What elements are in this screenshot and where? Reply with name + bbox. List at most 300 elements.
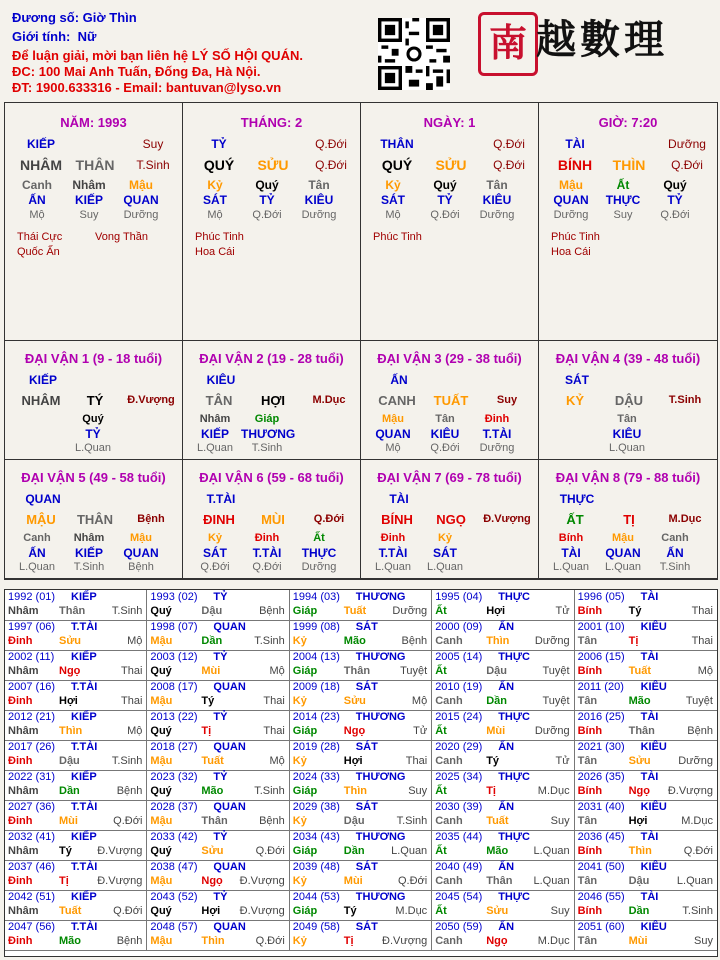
year-label: 2003 (12) xyxy=(150,651,198,663)
year-phase: Bệnh xyxy=(116,785,143,797)
year-god: SÁT xyxy=(355,801,378,813)
dai-van-hidden-phase: T.Sinh xyxy=(659,561,691,573)
dai-van-hidden-stem: Kỷ xyxy=(207,532,223,544)
year-label: 2029 (38) xyxy=(292,801,340,813)
dai-van-hidden-stem: Tân xyxy=(435,413,455,425)
year-can: Bính xyxy=(577,665,603,677)
year-phase: T.Sinh xyxy=(111,605,143,617)
dai-van-phase: Đ.Vượng xyxy=(483,513,531,525)
logo-text: 越數理 xyxy=(536,16,668,63)
year-chi: Tý xyxy=(343,905,357,917)
year-chi: Hợi xyxy=(201,905,221,917)
dai-van-hidden-stem: Bính xyxy=(558,532,584,544)
year-god: T.TÀI xyxy=(71,741,98,753)
pillar-hidden-phase: Suy xyxy=(79,209,99,221)
year-god: QUAN xyxy=(213,921,246,933)
year-phase: L.Quan xyxy=(391,845,428,857)
pillar-star: Hoa Cái xyxy=(195,246,235,258)
dai-van-hidden-phase: Q.Đới xyxy=(200,561,230,573)
year-can: Đinh xyxy=(8,935,33,947)
dai-van-phase: T.Sinh xyxy=(668,394,702,406)
dai-van-hidden-god: THƯƠNG xyxy=(241,427,296,441)
year-god: TÀI xyxy=(640,831,659,843)
year-cell xyxy=(575,830,717,861)
year-phase: Q.Đới xyxy=(113,905,143,917)
pillar-chi-phase: Q.Đới xyxy=(315,158,347,172)
year-cell xyxy=(147,860,289,891)
dai-van-hidden-stem: Mậu xyxy=(130,532,152,544)
year-god: KIẾP xyxy=(71,831,97,843)
year-label: 2033 (42) xyxy=(150,831,198,843)
year-chi: Dậu xyxy=(343,815,365,827)
year-phase: Thai xyxy=(691,605,713,617)
year-phase: Dưỡng xyxy=(678,755,713,767)
year-label: 1995 (04) xyxy=(435,591,483,603)
year-can: Đinh xyxy=(8,875,33,887)
year-label: 2000 (09) xyxy=(435,621,483,633)
year-phase: Thai xyxy=(691,635,713,647)
year-cell xyxy=(147,620,289,651)
dai-van-hidden-god: THỰC xyxy=(301,546,337,560)
year-chi: Mùi xyxy=(201,665,221,677)
year-label: 2031 (40) xyxy=(577,801,625,813)
year-can: Ất xyxy=(435,785,447,797)
year-can: Kỷ xyxy=(292,755,307,767)
dai-van-can: MẬU xyxy=(26,512,56,527)
year-chi: Tuất xyxy=(201,755,224,767)
dai-van-1 xyxy=(5,341,183,460)
year-chi: Dần xyxy=(59,785,80,797)
year-chi: Tuất xyxy=(343,605,367,617)
year-god: SÁT xyxy=(355,621,378,633)
year-label: 1999 (08) xyxy=(292,621,340,633)
pillar-hidden-phase: Mộ xyxy=(29,209,45,221)
year-can: Nhâm xyxy=(8,785,39,797)
year-cell xyxy=(432,680,574,711)
dai-van-chi: THÂN xyxy=(76,512,114,527)
year-label: 2047 (56) xyxy=(8,921,56,933)
year-phase: Bệnh xyxy=(259,605,285,617)
dai-van-hidden-phase: Mộ xyxy=(385,442,401,454)
dai-van-hidden-phase: L.Quan xyxy=(604,561,642,573)
year-chi: Tị xyxy=(343,935,354,947)
year-can: Ất xyxy=(435,605,447,617)
year-phase: Đ.Vượng xyxy=(239,875,285,887)
pillar-hidden-god: SÁT xyxy=(203,193,227,207)
dai-van-phase: Q.Đới xyxy=(313,513,345,525)
year-cell xyxy=(290,590,432,621)
pillar-god: KIẾP xyxy=(26,137,55,151)
year-chi: Ngọ xyxy=(59,665,81,677)
year-can: Quý xyxy=(150,665,172,677)
pillar-1 xyxy=(183,103,361,341)
year-can: Canh xyxy=(435,815,463,827)
year-god: THƯƠNG xyxy=(355,771,406,783)
year-god: THƯƠNG xyxy=(355,651,406,663)
year-phase: Đ.Vượng xyxy=(382,935,428,947)
year-phase: T.Sinh xyxy=(682,905,713,917)
year-god: SÁT xyxy=(355,681,378,693)
year-can: Canh xyxy=(435,755,463,767)
year-label: 2022 (31) xyxy=(8,771,56,783)
year-phase: M.Dục xyxy=(681,815,713,827)
pillar-phase: Suy xyxy=(142,137,164,151)
dai-van-can: ĐINH xyxy=(203,512,235,527)
year-chi: Mão xyxy=(628,695,651,707)
year-chi: Dần xyxy=(201,635,223,647)
year-chi: Dậu xyxy=(59,755,80,767)
year-phase: T.Sinh xyxy=(254,785,285,797)
year-god: T.TÀI xyxy=(71,921,98,933)
year-can: Canh xyxy=(435,635,463,647)
year-can: Tân xyxy=(577,755,598,767)
year-can: Bính xyxy=(577,905,603,917)
dai-van-title: ĐẠI VẬN 2 (19 - 28 tuổi) xyxy=(199,351,344,366)
year-god: TÀI xyxy=(640,591,659,603)
year-god: THƯƠNG xyxy=(355,891,406,903)
pillar-star: Phúc Tinh xyxy=(551,231,600,243)
year-can: Bính xyxy=(577,725,603,737)
year-cell xyxy=(5,740,147,771)
dai-van-title: ĐẠI VẬN 8 (79 - 88 tuổi) xyxy=(555,470,701,485)
year-phase: Bệnh xyxy=(401,635,428,647)
dai-van-god: QUAN xyxy=(25,492,61,506)
year-chi: Thân xyxy=(343,665,371,677)
year-label: 2051 (60) xyxy=(577,921,625,933)
year-can: Nhâm xyxy=(8,605,39,617)
year-god: SÁT xyxy=(355,741,378,753)
dai-van-chi: TÝ xyxy=(86,393,104,408)
pillar-hidden-stem: Mậu xyxy=(559,178,583,192)
year-god: T.TÀI xyxy=(71,801,98,813)
year-can: Ất xyxy=(435,665,447,677)
pillar-title: THÁNG: 2 xyxy=(240,115,303,130)
pillar-hidden-phase: Dưỡng xyxy=(123,209,159,221)
year-phase: Bệnh xyxy=(116,935,143,947)
year-phase: Tuyệt xyxy=(400,665,428,677)
year-cell xyxy=(290,620,432,651)
year-can: Kỷ xyxy=(292,815,307,827)
year-label: 2036 (45) xyxy=(577,831,625,843)
year-phase: Tử xyxy=(555,605,570,617)
year-god: TỶ xyxy=(213,771,228,783)
year-label: 2050 (59) xyxy=(435,921,483,933)
year-label: 2032 (41) xyxy=(8,831,56,843)
year-label: 2043 (52) xyxy=(150,891,198,903)
year-phase: Suy xyxy=(550,905,570,917)
year-can: Ất xyxy=(435,845,447,857)
year-phase: M.Dục xyxy=(537,935,570,947)
year-cell xyxy=(290,830,432,861)
pillar-can: BÍNH xyxy=(557,157,593,173)
year-label: 2026 (35) xyxy=(577,771,625,783)
pillar-hidden-god: ẤN xyxy=(28,193,46,207)
dai-van-hidden-god: ẤN xyxy=(28,546,46,560)
year-phase: Tử xyxy=(413,725,428,737)
year-label: 2048 (57) xyxy=(150,921,198,933)
year-god: THƯƠNG xyxy=(355,831,406,843)
year-chi: Hợi xyxy=(343,755,363,767)
dai-van-hidden-stem: Canh xyxy=(23,532,51,544)
dai-van-hidden-stem: Đinh xyxy=(254,532,280,544)
year-cell xyxy=(575,740,717,771)
year-label: 2012 (21) xyxy=(8,711,56,723)
pillar-god: THÂN xyxy=(380,137,414,151)
dai-van-hidden-god: TÀI xyxy=(561,546,581,560)
pillar-hidden-stem: Nhâm xyxy=(72,178,106,192)
dai-van-hidden-god: KIẾP xyxy=(74,546,103,560)
year-cell xyxy=(5,770,147,801)
year-cell xyxy=(147,800,289,831)
year-phase: Dưỡng xyxy=(392,605,428,617)
year-chi: Mão xyxy=(201,785,224,797)
year-phase: Thai xyxy=(120,665,143,677)
dai-van-hidden-god: T.TÀI xyxy=(378,546,408,560)
year-cell xyxy=(432,800,574,831)
year-god: SÁT xyxy=(355,861,378,873)
year-god: T.TÀI xyxy=(71,621,98,633)
year-phase: Suy xyxy=(550,815,570,827)
year-chi: Thìn xyxy=(343,785,368,797)
dai-van-title: ĐẠI VẬN 7 (69 - 78 tuổi) xyxy=(377,470,522,485)
year-chi: Tý xyxy=(201,695,215,707)
pillar-chi-phase: Q.Đới xyxy=(671,158,703,172)
dai-van-god: TÀI xyxy=(389,492,409,506)
dai-van-title: ĐẠI VẬN 3 (29 - 38 tuổi) xyxy=(377,351,522,366)
pillar-hidden-phase: Suy xyxy=(613,209,633,221)
year-cell xyxy=(575,890,717,921)
year-cell xyxy=(575,590,717,621)
dai-van-hidden-god: T.TÀI xyxy=(482,427,512,441)
pillar-hidden-god: KIẾP xyxy=(74,193,103,207)
dai-van-hidden-stem: Đinh xyxy=(484,413,510,425)
year-can: Tân xyxy=(577,875,598,887)
pillar-hidden-stem: Quý xyxy=(433,178,457,192)
year-chi: Thân xyxy=(486,875,513,887)
year-can: Giáp xyxy=(292,785,318,797)
year-god: KIÊU xyxy=(640,621,667,633)
pillar-hidden-stem: Quý xyxy=(255,178,279,192)
phone-email-line[interactable]: ĐT: 1900.633316 - Email: bantuvan@lyso.vn xyxy=(12,80,282,95)
year-god: TÀI xyxy=(640,771,659,783)
year-can: Giáp xyxy=(292,665,318,677)
year-label: 2025 (34) xyxy=(435,771,483,783)
year-chi: Hợi xyxy=(59,695,78,707)
year-phase: Mộ xyxy=(127,635,143,647)
dai-van-hidden-stem: Tân xyxy=(617,413,637,425)
year-label: 2019 (28) xyxy=(292,741,340,753)
dai-van-phase: Bệnh xyxy=(137,513,165,525)
duong-so-line: Đương số: Giờ Thìn xyxy=(12,10,137,25)
year-cell xyxy=(147,650,289,681)
year-label: 2020 (29) xyxy=(435,741,483,753)
year-chi: Dậu xyxy=(628,875,650,887)
year-chi: Dần xyxy=(486,695,507,707)
dai-van-hidden-phase: L.Quan xyxy=(74,442,112,454)
dai-van-hidden-god: TỶ xyxy=(85,427,101,441)
pillar-hidden-stem: Tân xyxy=(486,178,508,192)
year-label: 2024 (33) xyxy=(292,771,340,783)
pillar-hidden-stem: Canh xyxy=(22,178,52,192)
pillar-can: QUÝ xyxy=(381,157,413,173)
year-cell xyxy=(5,860,147,891)
year-god: KIẾP xyxy=(71,591,97,603)
year-cell xyxy=(432,710,574,741)
year-can: Mậu xyxy=(150,755,173,767)
pillar-hidden-phase: Dưỡng xyxy=(553,209,589,221)
qr-code-icon[interactable] xyxy=(378,18,450,90)
year-cell xyxy=(575,650,717,681)
year-cell xyxy=(147,770,289,801)
year-can: Quý xyxy=(150,845,172,857)
year-cell xyxy=(5,890,147,921)
year-chi: Hợi xyxy=(486,605,506,617)
year-can: Quý xyxy=(150,605,172,617)
year-cell xyxy=(575,710,717,741)
year-phase: Q.Đới xyxy=(397,875,428,887)
dai-van-hidden-stem: Nhâm xyxy=(199,413,231,425)
dai-van-phase: M.Dục xyxy=(668,513,702,525)
year-god: THỰC xyxy=(498,711,530,723)
year-phase: Dưỡng xyxy=(534,635,570,647)
year-god: THỰC xyxy=(498,771,530,783)
pillar-hidden-stem: Quý xyxy=(663,178,687,192)
year-cell xyxy=(290,680,432,711)
year-phase: Mộ xyxy=(411,695,428,707)
year-god: TỶ xyxy=(213,711,228,723)
year-label: 2018 (27) xyxy=(150,741,198,753)
pillar-star: Quốc Ấn xyxy=(17,246,60,258)
dai-van-phase: M.Dục xyxy=(312,394,346,406)
year-can: Mậu xyxy=(150,815,173,827)
year-label: 2008 (17) xyxy=(150,681,198,693)
dai-van-5 xyxy=(5,460,183,579)
dai-van-hidden-phase: Dưỡng xyxy=(479,442,515,454)
dai-van-hidden-god: KIẾP xyxy=(200,427,229,441)
year-cell xyxy=(432,740,574,771)
year-can: Đinh xyxy=(8,635,33,647)
dai-van-hidden-god: QUAN xyxy=(375,427,411,441)
dai-van-hidden-phase: L.Quan xyxy=(374,561,412,573)
year-cell xyxy=(5,620,147,651)
dai-van-title: ĐẠI VẬN 1 (9 - 18 tuổi) xyxy=(24,351,163,366)
year-can: Đinh xyxy=(8,695,33,707)
year-label: 2038 (47) xyxy=(150,861,198,873)
year-chi: Thìn xyxy=(486,635,510,647)
pillar-phase: Q.Đới xyxy=(315,137,347,151)
dai-van-hidden-phase: T.Sinh xyxy=(73,561,105,573)
year-god: QUAN xyxy=(213,861,246,873)
year-cell xyxy=(432,860,574,891)
year-label: 2027 (36) xyxy=(8,801,56,813)
year-chi: Mùi xyxy=(628,935,648,947)
year-cell xyxy=(432,890,574,921)
year-cell xyxy=(290,890,432,921)
pillar-star: Vong Thần xyxy=(95,231,149,243)
year-cell xyxy=(5,680,147,711)
year-phase: Đ.Vượng xyxy=(239,905,285,917)
year-chi: Sửu xyxy=(59,635,82,647)
year-cell xyxy=(290,710,432,741)
year-cell xyxy=(290,650,432,681)
dai-van-hidden-stem: Ất xyxy=(313,532,325,544)
year-god: ẤN xyxy=(498,861,515,873)
year-can: Canh xyxy=(435,695,463,707)
year-god: KIÊU xyxy=(640,861,667,873)
year-phase: Đ.Vượng xyxy=(97,875,143,887)
year-label: 2037 (46) xyxy=(8,861,56,873)
dai-van-6 xyxy=(183,460,361,579)
year-god: ẤN xyxy=(498,801,515,813)
year-chi: Dậu xyxy=(486,665,507,677)
year-phase: Q.Đới xyxy=(255,935,285,947)
year-chi: Mùi xyxy=(59,815,78,827)
year-god: T.TÀI xyxy=(71,681,98,693)
year-god: QUAN xyxy=(213,681,246,693)
year-can: Tân xyxy=(577,935,598,947)
year-chi: Sửu xyxy=(486,905,509,917)
year-phase: Mộ xyxy=(697,665,713,677)
pillar-chi: SỬU xyxy=(435,157,467,173)
year-can: Kỷ xyxy=(292,635,307,647)
year-label: 2010 (19) xyxy=(435,681,483,693)
pillars-chart xyxy=(4,102,718,580)
year-label: 2009 (18) xyxy=(292,681,340,693)
year-chi: Mão xyxy=(343,635,366,647)
year-phase: Mộ xyxy=(269,755,285,767)
year-god: KIÊU xyxy=(640,801,667,813)
dai-van-chi: MÙI xyxy=(261,512,285,527)
dai-van-can: ẤT xyxy=(566,512,584,527)
year-chi: Tị xyxy=(59,875,69,887)
year-phase: Dưỡng xyxy=(534,725,570,737)
year-chi: Dậu xyxy=(201,605,223,617)
year-phase: M.Dục xyxy=(395,905,428,917)
pillar-hidden-god: TỶ xyxy=(667,193,683,207)
year-cell xyxy=(147,920,289,951)
year-cell xyxy=(432,590,574,621)
year-label: 2045 (54) xyxy=(435,891,483,903)
year-cell xyxy=(147,890,289,921)
pillar-hidden-stem: Ất xyxy=(616,178,630,192)
year-cell xyxy=(5,590,147,621)
dai-van-hidden-god: T.TÀI xyxy=(252,546,282,560)
dai-van-hidden-phase: Dưỡng xyxy=(301,561,337,573)
year-cell xyxy=(432,620,574,651)
pillar-star: Hoa Cái xyxy=(551,246,591,258)
year-god: THƯƠNG xyxy=(355,591,406,603)
year-god: ẤN xyxy=(498,681,515,693)
pillar-god: TÀI xyxy=(565,137,585,151)
year-god: QUAN xyxy=(213,621,246,633)
pillar-hidden-phase: Mộ xyxy=(385,209,401,221)
year-can: Nhâm xyxy=(8,665,39,677)
year-phase: Mộ xyxy=(127,725,143,737)
year-label: 1998 (07) xyxy=(150,621,198,633)
dai-van-hidden-phase: L.Quan xyxy=(608,442,646,454)
dai-van-hidden-phase: L.Quan xyxy=(196,442,234,454)
dai-van-god: SÁT xyxy=(565,373,589,387)
year-god: KIẾP xyxy=(71,651,97,663)
dai-van-hidden-phase: L.Quan xyxy=(552,561,590,573)
year-label: 2002 (11) xyxy=(8,651,55,663)
year-can: Giáp xyxy=(292,605,318,617)
year-god: ẤN xyxy=(498,741,515,753)
pillar-hidden-phase: Q.Đới xyxy=(660,209,690,221)
dai-van-hidden-god: KIÊU xyxy=(430,427,460,441)
year-god: ẤN xyxy=(498,621,515,633)
dai-van-hidden-stem: Mậu xyxy=(382,413,404,425)
